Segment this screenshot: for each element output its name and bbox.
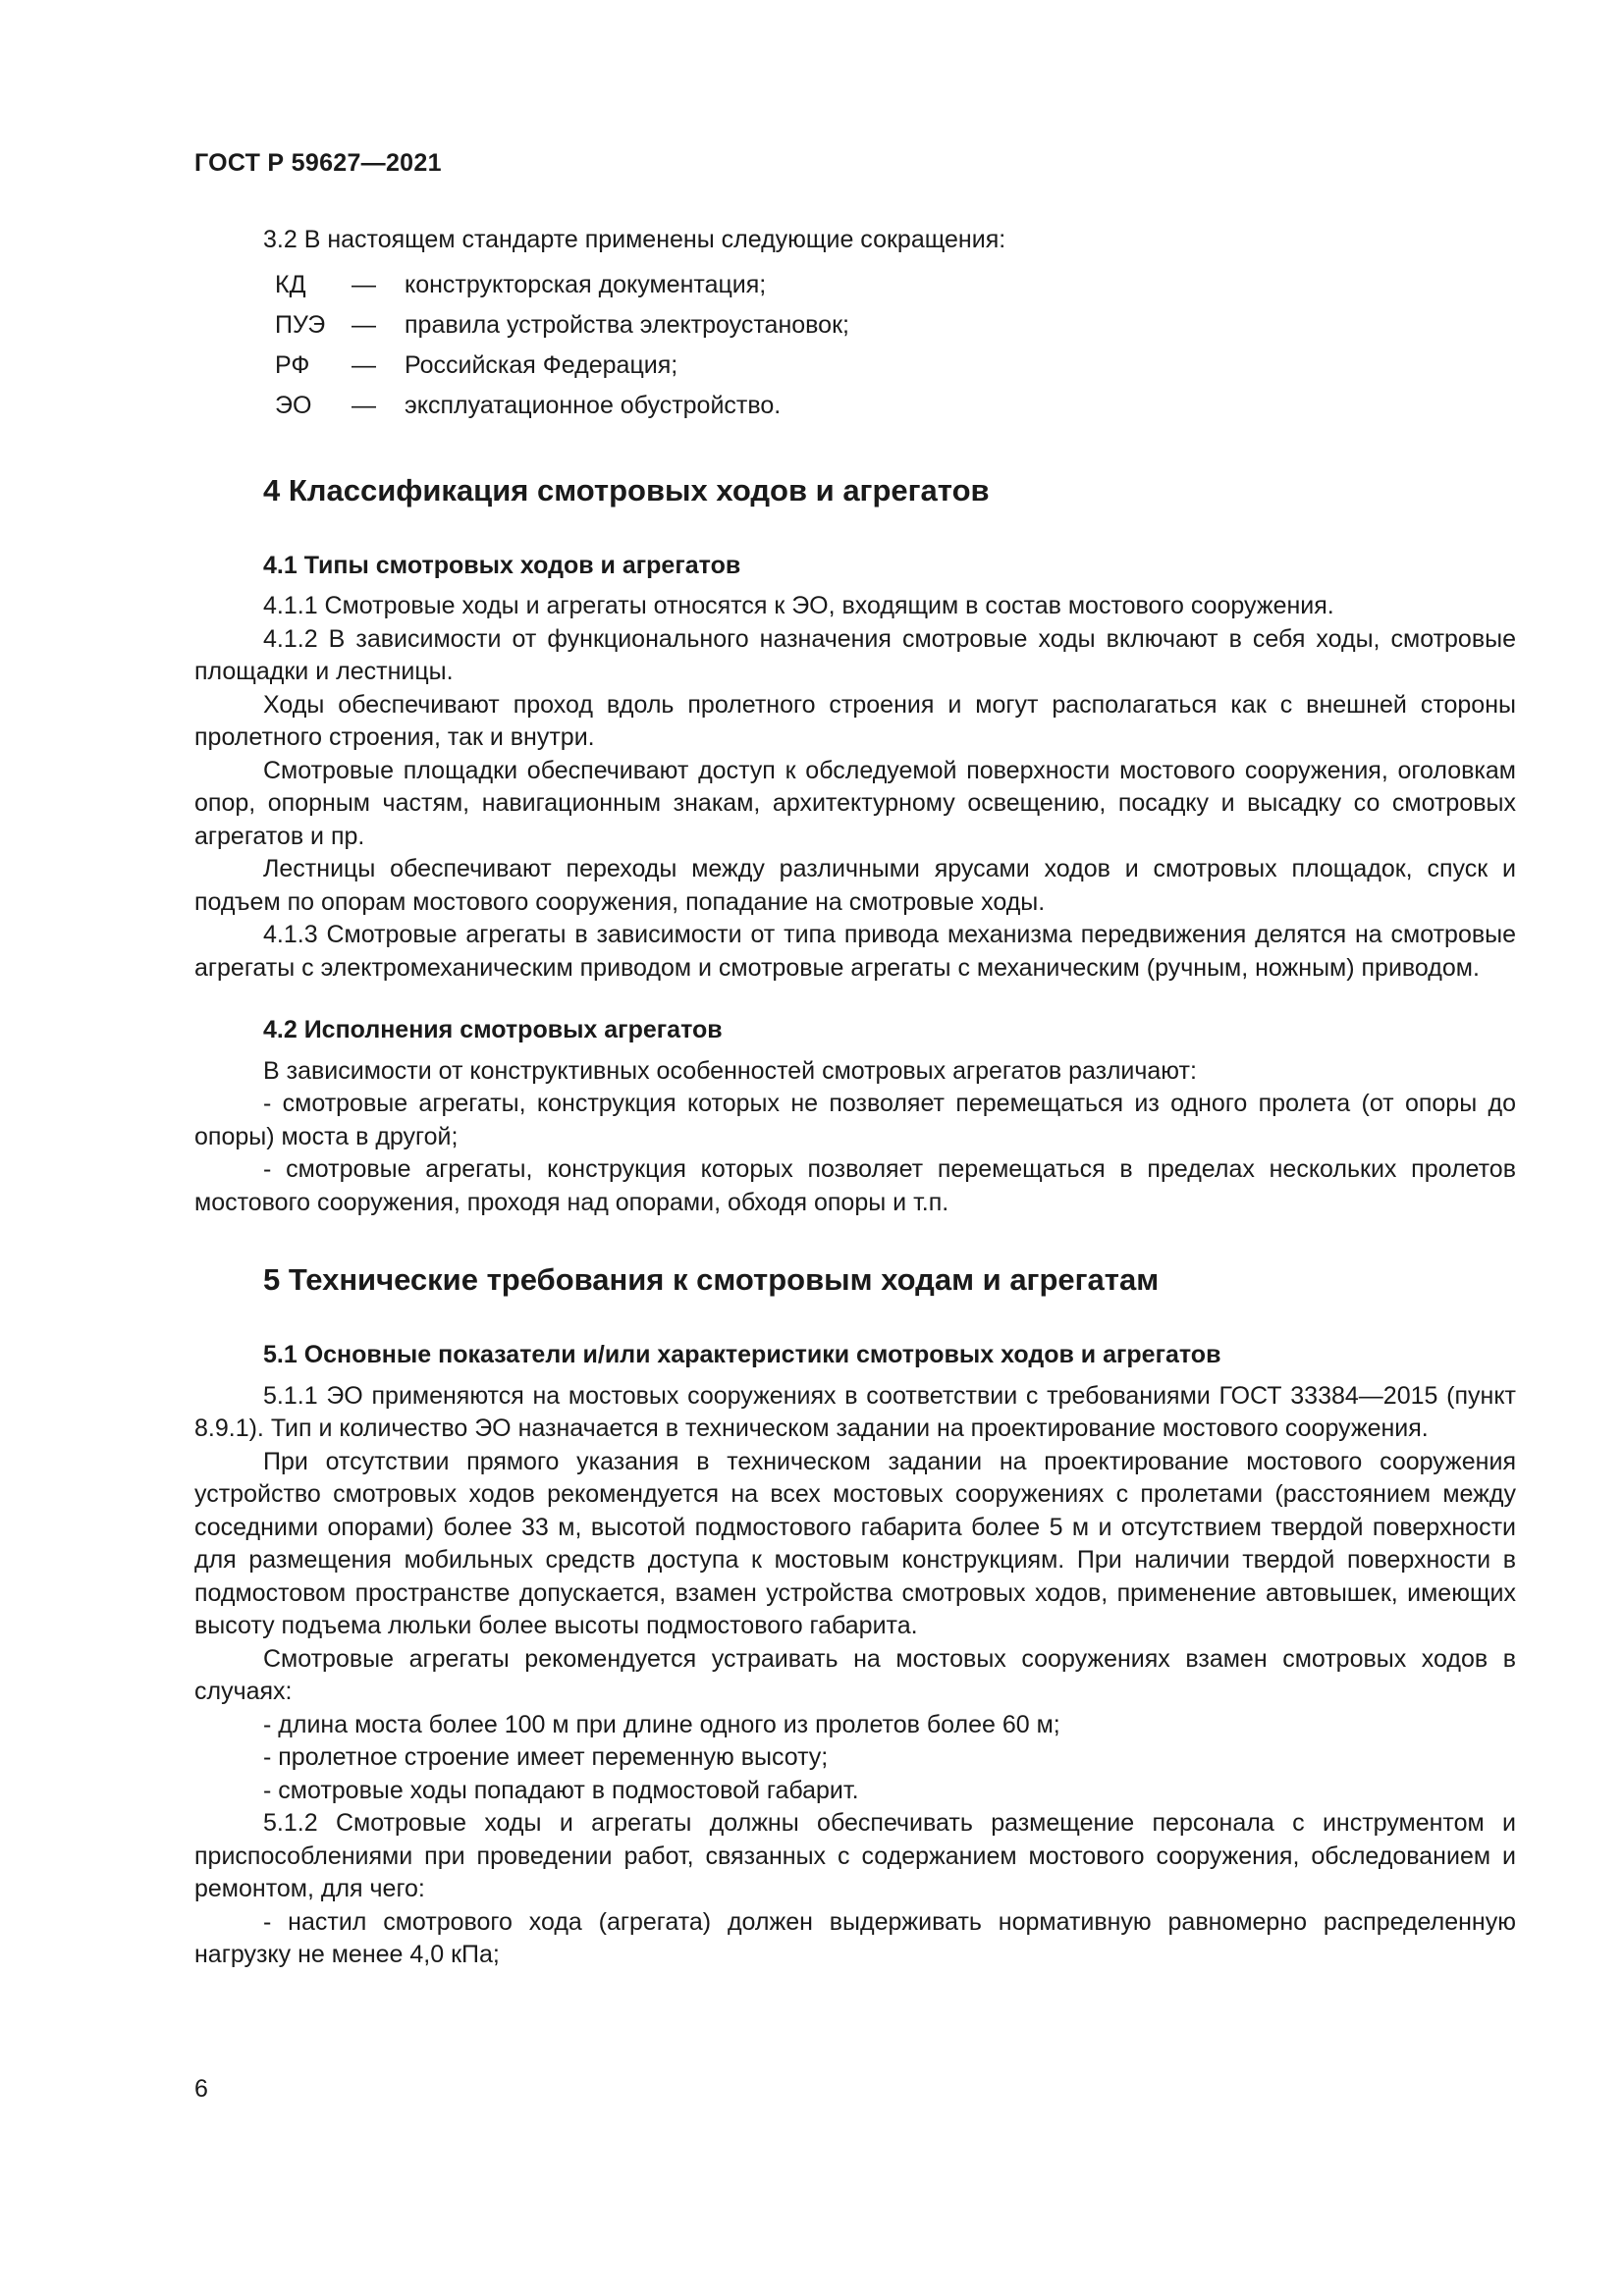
abbreviation-row	[275, 349, 1516, 390]
abbreviation-definition: правила устройства электроустановок;	[405, 310, 849, 339]
list-item: - смотровые ходы попадают в подмостовой габарит.	[263, 1776, 859, 1804]
abbreviation-dash: —	[352, 391, 376, 419]
abbreviation-definition: эксплуатационное обустройство.	[405, 391, 782, 419]
abbreviation-row	[275, 309, 1516, 349]
paragraph: 4.1.1 Смотровые ходы и агрегаты относятся к ЭО, входящим в состав мостового сооружения.	[263, 592, 1334, 619]
paragraph: 4.1.3 Смотровые агрегаты в зависимости от типа привода механизма передвижения делятся на смотровые агрегаты с электромеханическим приводом и смотровые агрегаты с механическим (ручным, ножным) приводом.	[194, 921, 1516, 982]
page-number: 6	[194, 2075, 208, 2103]
paragraph: 5.1.1 ЭО применяются на мостовых сооружениях в соответствии с требованиями ГОСТ 33384—2015 (пункт 8.9.1). Тип и количество ЭО назначается в техническом задании на проектирование мостового сооружения.	[194, 1381, 1516, 1442]
abbreviation-dash: —	[352, 270, 376, 298]
document-code: ГОСТ Р 59627—2021	[194, 149, 442, 177]
section-4-heading: 4 Классификация смотровых ходов и агрегатов	[263, 472, 990, 507]
list-item: - смотровые агрегаты, конструкция которых не позволяет перемещаться из одного пролета (от опоры до опоры) моста в другой;	[194, 1090, 1516, 1150]
abbreviation-term: ЭО	[275, 391, 312, 419]
paragraph: 5.1.2 Смотровые ходы и агрегаты должны обеспечивать размещение персонала с инструментом и приспособлениями при проведении работ, связанных с содержанием мостового сооружения, обследованием и ремонтом, для чего:	[194, 1809, 1516, 1902]
paragraph: Смотровые площадки обеспечивают доступ к обследуемой поверхности мостового сооружения, оголовкам опор, опорным частям, навигационным знакам, архитектурному освещению, посадку и высадку со смотровых агрегатов и пр.	[194, 756, 1516, 850]
paragraph: В зависимости от конструктивных особенностей смотровых агрегатов различают:	[263, 1056, 1197, 1085]
subsection-5-1-heading: 5.1 Основные показатели и/или характеристики смотровых ходов и агрегатов	[263, 1341, 1221, 1368]
paragraph: - настил смотрового хода (агрегата) должен выдерживать нормативную равномерно распределенную нагрузку не менее 4,0 кПа;	[194, 1907, 1516, 1968]
subsection-4-1-heading: 4.1 Типы смотровых ходов и агрегатов	[263, 551, 741, 579]
abbreviation-term: ПУЭ	[275, 310, 326, 339]
paragraph: 4.1.2 В зависимости от функционального назначения смотровые ходы включают в себя ходы, смотровые площадки и лестницы.	[194, 624, 1516, 685]
abbreviation-row	[275, 269, 1516, 309]
paragraph: Лестницы обеспечивают переходы между различными ярусами ходов и смотровых площадок, спуск и подъем по опорам мостового сооружения, попадание на смотровые ходы.	[194, 855, 1516, 916]
paragraph: Ходы обеспечивают проход вдоль пролетного строения и могут располагаться как с внешней стороны пролетного строения, так и внутри.	[194, 690, 1516, 751]
list-item: - пролетное строение имеет переменную высоту;	[263, 1743, 829, 1771]
paragraph: При отсутствии прямого указания в техническом задании на проектирование мостового сооружения устройство смотровых ходов рекомендуется на всех мостовых сооружениях с пролетами (расстоянием между соседними опорами) более 33 м, высотой подмостового габарита более 5 м и отсутствием твердой поверхности для размещения мобильных средств доступа к мостовым конструкциям. При наличии твердой поверхности в подмостовом пространстве допускается, взамен устройства смотровых ходов, применение автовышек, имеющих высоту подъема люльки более высоты подмостового габарита.	[194, 1447, 1516, 1639]
section-5-heading: 5 Технические требования к смотровым ходам и агрегатам	[263, 1262, 1160, 1297]
abbreviation-term: РФ	[275, 350, 310, 379]
subsection-4-2-heading: 4.2 Исполнения смотровых агрегатов	[263, 1016, 723, 1043]
abbreviation-term: КД	[275, 270, 306, 298]
page-body	[194, 224, 1516, 1972]
abbreviations-intro: 3.2 В настоящем стандарте применены следующие сокращения:	[263, 226, 1006, 253]
abbreviation-row	[275, 390, 1516, 430]
abbreviation-dash: —	[352, 350, 376, 379]
abbreviation-definition: Российская Федерация;	[405, 350, 678, 379]
paragraph: Смотровые агрегаты рекомендуется устраивать на мостовых сооружениях взамен смотровых ходов в случаях:	[194, 1644, 1516, 1705]
abbreviation-dash: —	[352, 310, 376, 339]
abbreviation-definition: конструкторская документация;	[405, 270, 767, 298]
list-item: - длина моста более 100 м при длине одного из пролетов более 60 м;	[263, 1710, 1060, 1738]
list-item: - смотровые агрегаты, конструкция которых позволяет перемещаться в пределах нескольких пролетов мостового сооружения, проходя над опорами, обходя опоры и т.п.	[194, 1155, 1516, 1216]
abbreviations-list	[275, 269, 1516, 430]
